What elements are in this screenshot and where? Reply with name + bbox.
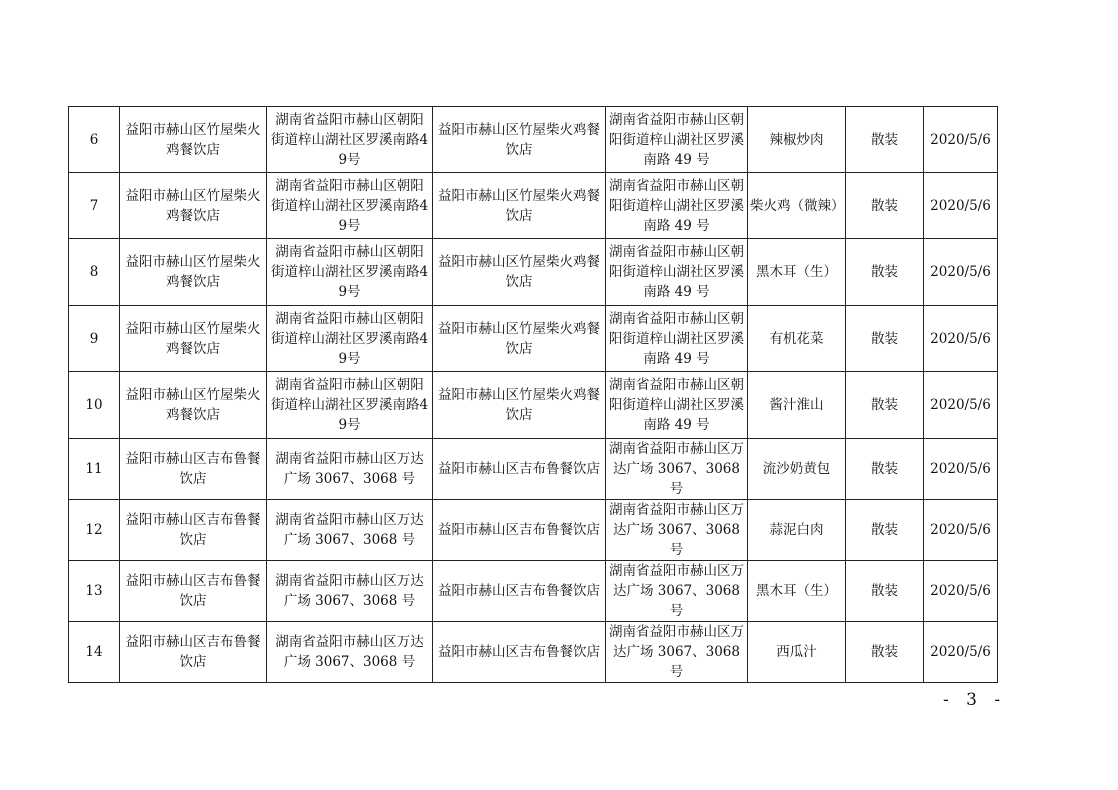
sampling-table	[68, 106, 998, 683]
producer-address: 湖南省益阳市赫山区朝阳街道梓山湖社区罗溪南路 49 号	[606, 173, 748, 239]
producer-address: 湖南省益阳市赫山区朝阳街道梓山湖社区罗溪南路 49 号	[606, 239, 748, 306]
business-name: 益阳市赫山区吉布鲁餐饮店	[120, 439, 267, 500]
business-address: 湖南省益阳市赫山区万达广场 3067、3068 号	[267, 622, 433, 683]
producer-address: 湖南省益阳市赫山区万达广场 3067、3068 号	[606, 500, 748, 561]
sampling-date: 2020/5/6	[924, 306, 998, 372]
producer-name: 益阳市赫山区竹屋柴火鸡餐饮店	[433, 372, 606, 439]
business-address: 湖南省益阳市赫山区朝阳街道梓山湖社区罗溪南路49号	[267, 107, 433, 173]
table-row	[69, 306, 998, 372]
table-row	[69, 239, 998, 306]
sampling-date: 2020/5/6	[924, 500, 998, 561]
food-name: 柴火鸡（微辣）	[748, 173, 846, 239]
food-name: 西瓜汁	[748, 622, 846, 683]
sampling-date: 2020/5/6	[924, 239, 998, 306]
table-row	[69, 107, 998, 173]
row-number: 6	[69, 107, 120, 173]
packaging: 散装	[846, 622, 924, 683]
table-row	[69, 500, 998, 561]
business-name: 益阳市赫山区竹屋柴火鸡餐饮店	[120, 372, 267, 439]
business-address: 湖南省益阳市赫山区万达广场 3067、3068 号	[267, 439, 433, 500]
row-number: 8	[69, 239, 120, 306]
table-row	[69, 372, 998, 439]
producer-name: 益阳市赫山区吉布鲁餐饮店	[433, 622, 606, 683]
producer-name: 益阳市赫山区吉布鲁餐饮店	[433, 500, 606, 561]
food-name: 流沙奶黄包	[748, 439, 846, 500]
business-name: 益阳市赫山区竹屋柴火鸡餐饮店	[120, 173, 267, 239]
packaging: 散装	[846, 439, 924, 500]
producer-address: 湖南省益阳市赫山区万达广场 3067、3068 号	[606, 622, 748, 683]
table-row	[69, 622, 998, 683]
row-number: 7	[69, 173, 120, 239]
business-name: 益阳市赫山区吉布鲁餐饮店	[120, 500, 267, 561]
business-address: 湖南省益阳市赫山区朝阳街道梓山湖社区罗溪南路49号	[267, 306, 433, 372]
sampling-date: 2020/5/6	[924, 561, 998, 622]
producer-name: 益阳市赫山区竹屋柴火鸡餐饮店	[433, 306, 606, 372]
packaging: 散装	[846, 173, 924, 239]
sampling-date: 2020/5/6	[924, 439, 998, 500]
business-name: 益阳市赫山区竹屋柴火鸡餐饮店	[120, 306, 267, 372]
packaging: 散装	[846, 306, 924, 372]
packaging: 散装	[846, 500, 924, 561]
food-name: 黑木耳（生）	[748, 561, 846, 622]
business-address: 湖南省益阳市赫山区朝阳街道梓山湖社区罗溪南路49号	[267, 173, 433, 239]
producer-address: 湖南省益阳市赫山区朝阳街道梓山湖社区罗溪南路 49 号	[606, 306, 748, 372]
producer-name: 益阳市赫山区竹屋柴火鸡餐饮店	[433, 239, 606, 306]
sampling-date: 2020/5/6	[924, 107, 998, 173]
business-name: 益阳市赫山区吉布鲁餐饮店	[120, 622, 267, 683]
business-address: 湖南省益阳市赫山区万达广场 3067、3068 号	[267, 561, 433, 622]
page-number: - 3 -	[943, 690, 1007, 710]
business-name: 益阳市赫山区竹屋柴火鸡餐饮店	[120, 239, 267, 306]
food-name: 有机花菜	[748, 306, 846, 372]
food-name: 酱汁淮山	[748, 372, 846, 439]
business-address: 湖南省益阳市赫山区朝阳街道梓山湖社区罗溪南路49号	[267, 239, 433, 306]
packaging: 散装	[846, 372, 924, 439]
business-name: 益阳市赫山区吉布鲁餐饮店	[120, 561, 267, 622]
sampling-date: 2020/5/6	[924, 372, 998, 439]
row-number: 13	[69, 561, 120, 622]
business-name: 益阳市赫山区竹屋柴火鸡餐饮店	[120, 107, 267, 173]
sampling-date: 2020/5/6	[924, 622, 998, 683]
row-number: 12	[69, 500, 120, 561]
table-row	[69, 561, 998, 622]
producer-name: 益阳市赫山区吉布鲁餐饮店	[433, 439, 606, 500]
food-name: 蒜泥白肉	[748, 500, 846, 561]
sampling-date: 2020/5/6	[924, 173, 998, 239]
row-number: 11	[69, 439, 120, 500]
packaging: 散装	[846, 107, 924, 173]
producer-name: 益阳市赫山区吉布鲁餐饮店	[433, 561, 606, 622]
producer-name: 益阳市赫山区竹屋柴火鸡餐饮店	[433, 173, 606, 239]
food-name: 黑木耳（生）	[748, 239, 846, 306]
producer-address: 湖南省益阳市赫山区朝阳街道梓山湖社区罗溪南路 49 号	[606, 372, 748, 439]
business-address: 湖南省益阳市赫山区万达广场 3067、3068 号	[267, 500, 433, 561]
producer-address: 湖南省益阳市赫山区万达广场 3067、3068 号	[606, 561, 748, 622]
business-address: 湖南省益阳市赫山区朝阳街道梓山湖社区罗溪南路49号	[267, 372, 433, 439]
table-row	[69, 173, 998, 239]
row-number: 10	[69, 372, 120, 439]
packaging: 散装	[846, 561, 924, 622]
producer-address: 湖南省益阳市赫山区万达广场 3067、3068 号	[606, 439, 748, 500]
producer-address: 湖南省益阳市赫山区朝阳街道梓山湖社区罗溪南路 49 号	[606, 107, 748, 173]
packaging: 散装	[846, 239, 924, 306]
food-name: 辣椒炒肉	[748, 107, 846, 173]
row-number: 14	[69, 622, 120, 683]
row-number: 9	[69, 306, 120, 372]
producer-name: 益阳市赫山区竹屋柴火鸡餐饮店	[433, 107, 606, 173]
table-row	[69, 439, 998, 500]
